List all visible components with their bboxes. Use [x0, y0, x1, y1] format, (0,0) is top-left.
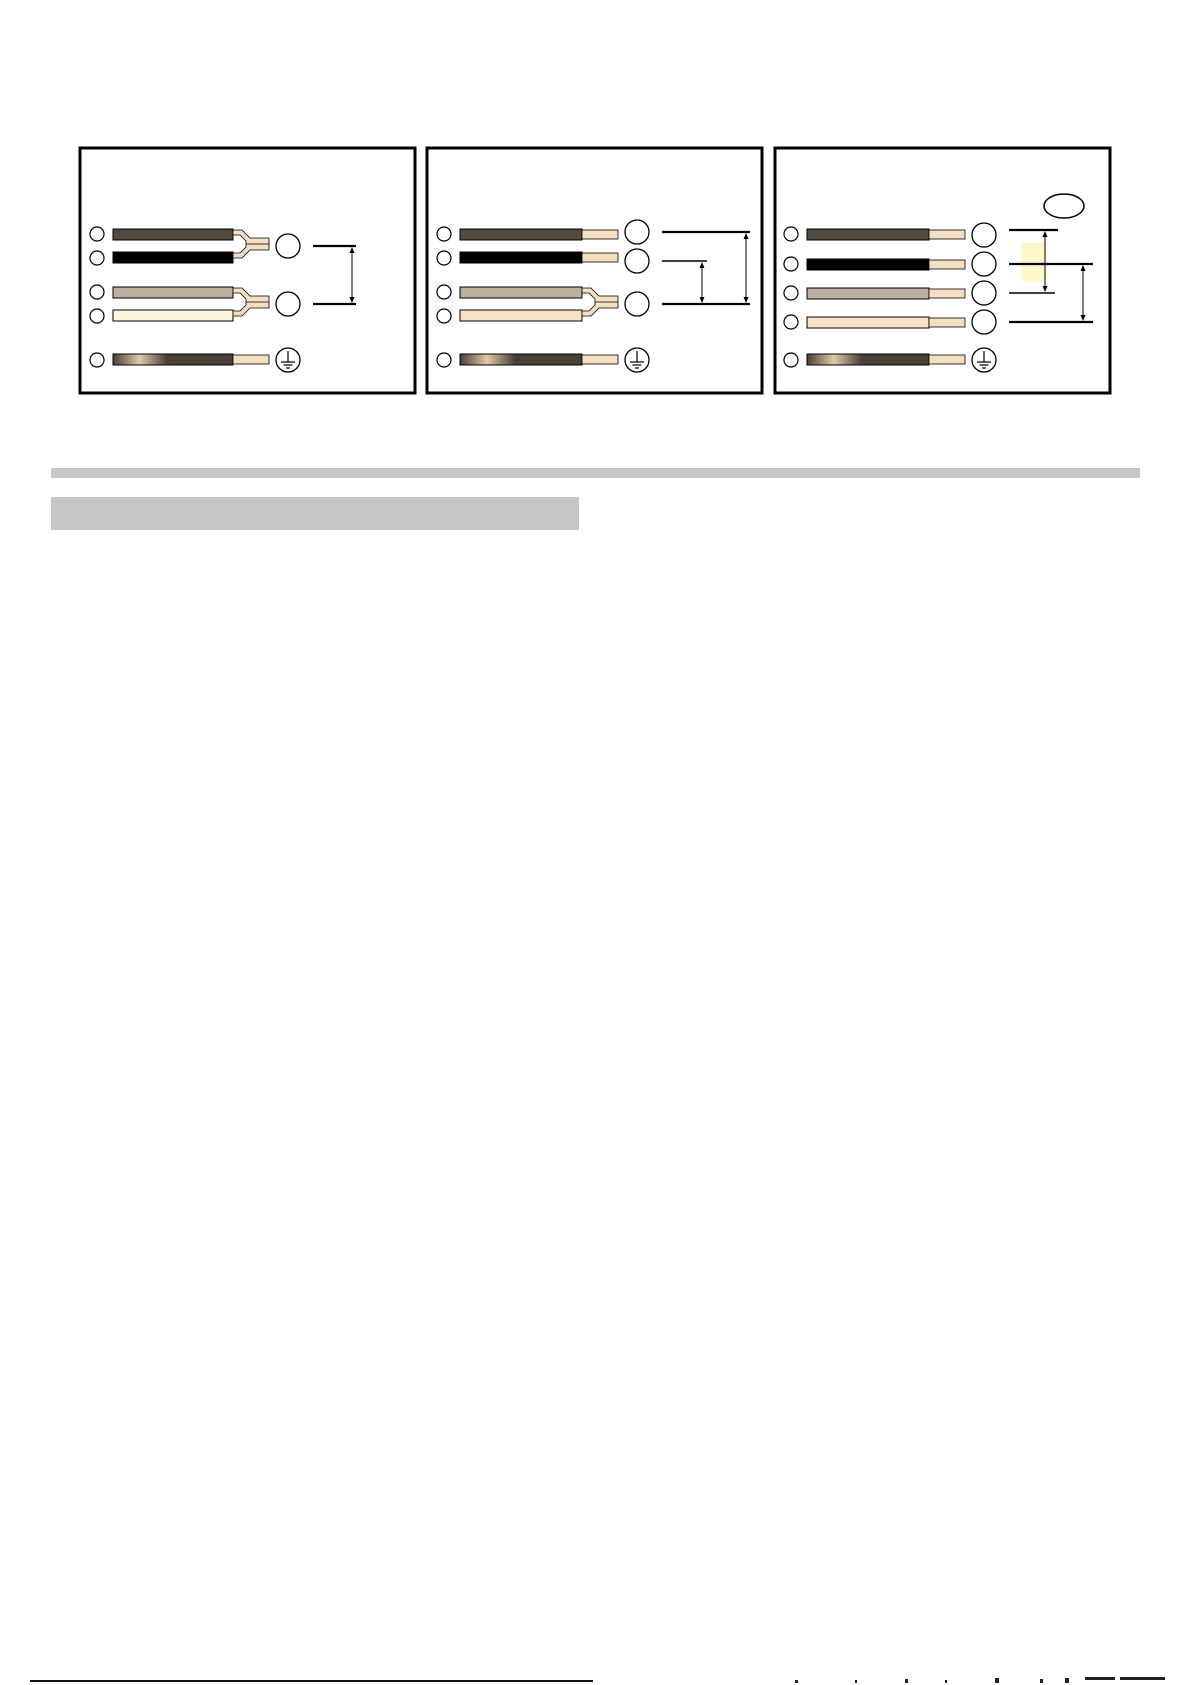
wire-earth-tip	[929, 355, 965, 364]
wire-hole	[437, 353, 451, 367]
wire-hole	[90, 251, 104, 265]
footer-marks	[795, 1677, 1175, 1683]
wire-black	[113, 252, 233, 263]
wire-grey	[807, 288, 929, 299]
footer-rule	[30, 1680, 593, 1682]
wire-light	[807, 317, 929, 328]
wire-hole	[784, 227, 798, 241]
section-divider-bar	[51, 468, 1140, 478]
terminal-circle	[972, 310, 996, 334]
wire-grey-tip	[929, 289, 965, 298]
wire-hole	[784, 353, 798, 367]
wire-black-tip	[929, 260, 965, 269]
terminal-circle	[276, 234, 300, 258]
wire-brown	[113, 229, 233, 240]
wire-hole	[784, 315, 798, 329]
wire-hole	[90, 285, 104, 299]
highlight-box	[1021, 243, 1047, 281]
terminal-circle	[625, 249, 649, 273]
earth-symbol-icon	[276, 348, 300, 372]
wire-hole	[90, 309, 104, 323]
wire-earth	[113, 354, 233, 365]
wiring-panel-1	[80, 148, 415, 393]
wire-brown-tip	[582, 230, 618, 239]
terminal-circle	[972, 223, 996, 247]
terminal-circle	[276, 292, 300, 316]
terminal-circle	[625, 292, 649, 316]
wire-hole	[437, 251, 451, 265]
wire-earth	[807, 354, 929, 365]
wire-light	[460, 310, 582, 321]
wire-black	[460, 252, 582, 263]
section-heading-bar	[51, 497, 579, 530]
wire-black-tip	[582, 253, 618, 262]
terminal-circle	[625, 220, 649, 244]
wire-brown-tip	[929, 230, 965, 239]
wiring-panel-3	[775, 148, 1110, 393]
earth-symbol-icon	[625, 348, 649, 372]
wire-hole	[437, 309, 451, 323]
wire-brown	[807, 229, 929, 240]
wire-earth-tip	[582, 355, 618, 364]
terminal-circle	[972, 281, 996, 305]
wire-earth-tip	[233, 355, 269, 364]
wire-grey	[113, 287, 233, 298]
wire-hole	[90, 353, 104, 367]
wire-earth	[460, 354, 582, 365]
terminal-circle	[972, 252, 996, 276]
wire-cream	[113, 310, 233, 321]
wire-hole	[437, 285, 451, 299]
wire-hole	[437, 227, 451, 241]
wire-brown	[460, 229, 582, 240]
wire-hole	[784, 286, 798, 300]
wire-light-tip	[929, 318, 965, 327]
wire-hole	[784, 257, 798, 271]
oval-marker	[1044, 194, 1084, 218]
earth-symbol-icon	[972, 348, 996, 372]
wire-black	[807, 259, 929, 270]
wire-hole	[90, 227, 104, 241]
wire-grey	[460, 287, 582, 298]
wiring-panel-2	[427, 148, 762, 393]
